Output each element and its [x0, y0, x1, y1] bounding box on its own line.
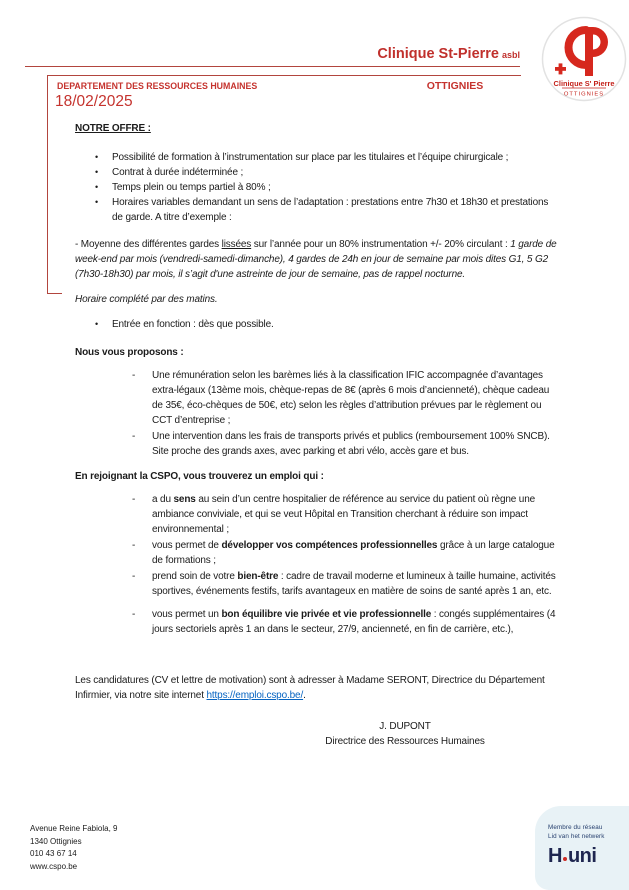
footer-address [30, 823, 117, 873]
offer-heading: NOTRE OFFRE : [75, 123, 151, 134]
body-paragraph: Les candidatures (CV et lettre de motivation) sont à adresser à Madame SERONT, Directrice du Département Infirmier, via notre site internet https://emploi.cspo.be/. [75, 675, 545, 701]
clinic-name-text: Clinique St-Pierre [377, 46, 499, 62]
huni-logo [548, 845, 629, 868]
list-item-text: Une rémunération selon les barèmes liés à la classification IFIC accompagnée d’avantages extra-légaux (13ème mois, chèque-repas de 8€ (après 6 mois d’ancienneté), chèque cadeau de 35€, éco-chèques de 50€, etc) selon les règles d’attribution prévues par le règlement ou CCT d’entreprise ; [152, 370, 550, 426]
benefit-dash-item [75, 607, 557, 637]
bullet-marker: • [95, 319, 99, 329]
document-blocks [75, 150, 557, 703]
body-paragraph: - Moyenne des différentes gardes lissées sur l’année pour un 80% instrumentation +/- 20% circulant : 1 garde de week-end par mois (vendredi-samedi-dimanche), 4 gardes de 24h en jour de semaine par mois dites G1, 5 G2 (7h30-18h30) par mois, il s’agit d'une astreinte de jour de semaine, pas de rappel nocturne. [75, 239, 557, 280]
network-line-fr: Membre du réseau [548, 824, 603, 831]
signature-title: Directrice des Ressources Humaines [325, 736, 485, 747]
list-item-text: Entrée en fonction : dès que possible. [112, 319, 274, 330]
network-line-nl: Lid van het netwerk [548, 832, 605, 840]
application-link[interactable]: https://emploi.cspo.be/ [206, 690, 304, 701]
clinic-city: OTTIGNIES [426, 80, 484, 92]
offer-bullet-item [75, 317, 557, 332]
signature-block [255, 719, 555, 749]
address-phone: 010 43 67 14 [30, 849, 77, 858]
benefit-dash-item [75, 492, 557, 537]
clinic-name [377, 46, 520, 62]
list-item-text: Une intervention dans les frais de transports privés et publics (remboursement 100% SNCB). Site proche des grands axes, avec parking et abri vélo, accès gare et bus. [152, 431, 550, 457]
clinic-name-suffix: asbl [501, 50, 520, 60]
offer-bullet-item [75, 150, 557, 165]
list-item-text: prend soin de votre bien-être : cadre de travail moderne et lumineux à taille humaine, activités sportives, événements festifs, tarifs avantageux en matière de soins de santé après 1 an, etc. [152, 571, 556, 597]
list-item-text: Horaires variables demandant un sens de l’adaptation : prestations entre 7h30 et 18h30 et prestations de garde. A titre d’exemple : [112, 197, 549, 223]
huni-dot-icon [563, 857, 567, 861]
benefit-dash-item [75, 429, 557, 459]
section-label: Nous vous proposons : [75, 347, 184, 358]
logo-clinic-city: OTTIGNIES [563, 91, 605, 98]
offer-bullet-item [75, 195, 557, 225]
bullet-marker: • [95, 182, 99, 192]
benefit-dash-item [75, 538, 557, 568]
bullet-marker: • [95, 152, 99, 162]
dash-marker: - [132, 494, 136, 505]
signature-name: J. DUPONT [379, 721, 431, 732]
huni-logo-h: H [548, 845, 562, 867]
document-body [75, 121, 557, 749]
address-street: Avenue Reine Fabiola, 9 [30, 824, 118, 833]
network-badge [535, 806, 629, 890]
list-item-text: Possibilité de formation à l’instrumentation sur place par les titulaires et l’équipe chirurgicale ; [112, 152, 509, 163]
section-label: En rejoignant la CSPO, vous trouverez un emploi qui : [75, 471, 324, 482]
offer-bullet-item [75, 165, 557, 180]
header-rule [25, 66, 520, 67]
list-item-text: vous permet un bon équilibre vie privée et vie professionnelle : congés supplémentaires (4 jours sectoriels après 1 an dans le secteur, 27/9, ancienneté, en fin de carrière, etc.), [152, 609, 556, 635]
list-item-text: a du sens au sein d’un centre hospitalier de référence au service du patient où règne une ambiance conviviale, et qui se veut Hôpital en Transition cherchant à réduire son impact environnemental ; [152, 494, 536, 535]
huni-logo-rest: uni [567, 845, 597, 867]
list-item-text: Contrat à durée indéterminée ; [112, 167, 244, 178]
address-city: 1340 Ottignies [30, 836, 82, 846]
benefit-dash-item [75, 368, 557, 428]
list-item-text: vous permet de développer vos compétences professionnelles grâce à un large catalogue de formations ; [152, 540, 555, 566]
benefit-dash-item [75, 569, 557, 599]
clinic-logo-icon [541, 16, 627, 102]
offer-bullet-item [75, 180, 557, 195]
dash-marker: - [132, 609, 136, 620]
list-item-text: Temps plein ou temps partiel à 80% ; [112, 182, 271, 193]
document-date: 18/02/2025 [55, 93, 133, 110]
dash-marker: - [132, 540, 136, 551]
dash-marker: - [132, 571, 136, 582]
bullet-marker: • [95, 167, 99, 177]
dash-marker: - [132, 370, 136, 381]
bullet-marker: • [95, 197, 99, 207]
address-website: www.cspo.be [30, 861, 78, 871]
logo-clinic-name: Clinique S' Pierre [553, 79, 615, 88]
department-title: DEPARTEMENT DES RESSOURCES HUMAINES [57, 81, 258, 91]
dash-marker: - [132, 431, 136, 442]
body-paragraph: Horaire complété par des matins. [75, 294, 218, 305]
